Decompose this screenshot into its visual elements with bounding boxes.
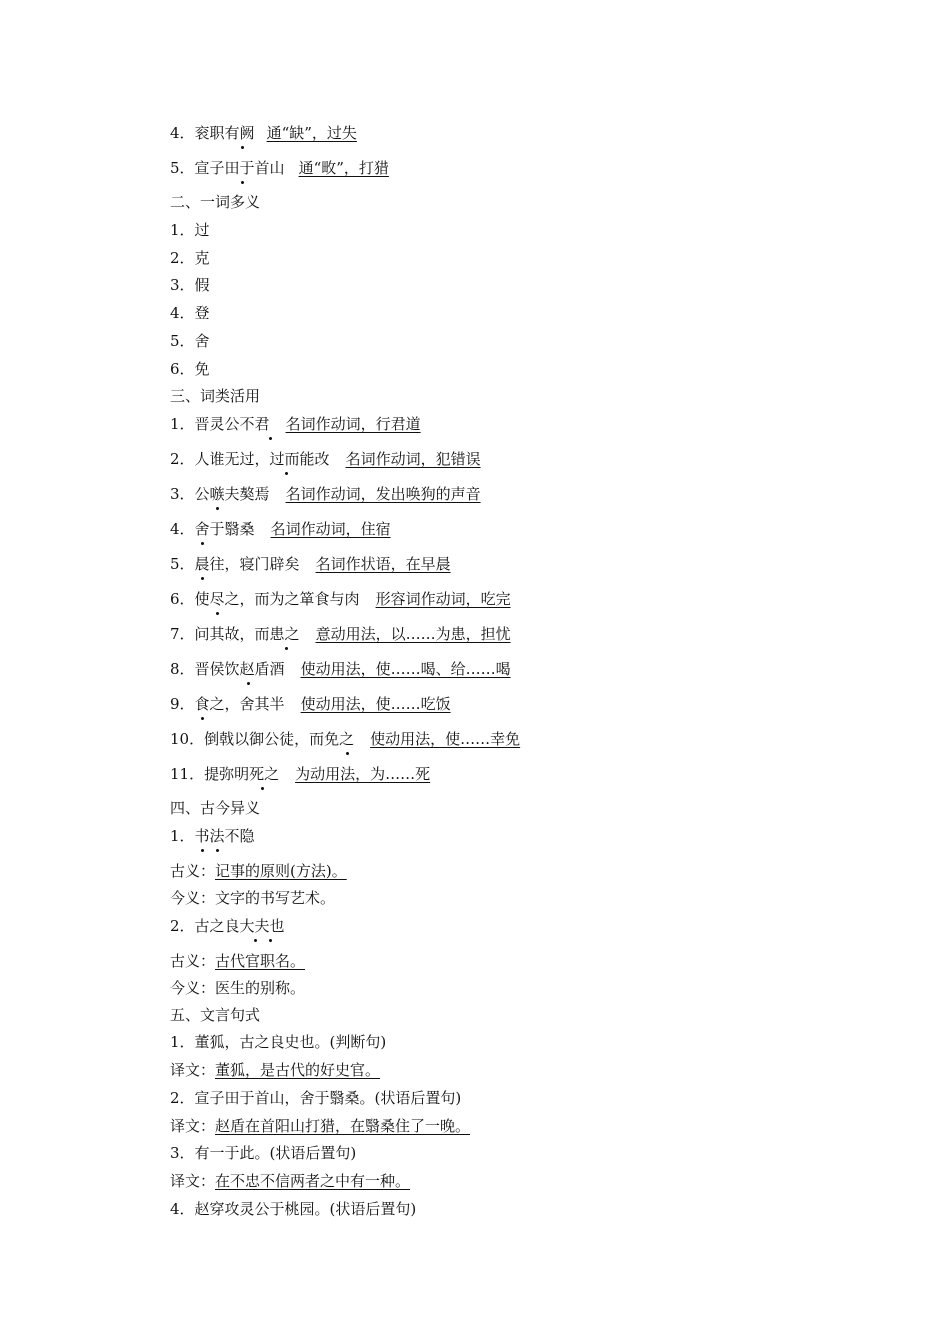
item-answer: 名词作动词，犯错误 bbox=[345, 450, 481, 468]
item-answer: 名词作动词，行君道 bbox=[285, 415, 421, 433]
sentence: 4．赵穿攻灵公于桃园。(状语后置句) bbox=[170, 1200, 417, 1218]
item-answer: 意动用法，以……为患，担忧 bbox=[315, 625, 511, 643]
item-answer: 名词作动词，住宿 bbox=[270, 520, 391, 538]
translation-text: 在不忠不信两者之中有一种。 bbox=[215, 1172, 411, 1190]
item-phrase: 食之，舍其半 bbox=[194, 695, 285, 713]
meaning-label: 古义： bbox=[170, 952, 216, 970]
list-item bbox=[170, 729, 520, 749]
item-title: 2．古之良大夫也 bbox=[170, 917, 285, 935]
list-item bbox=[170, 624, 511, 644]
list-item: 5．舍 bbox=[170, 332, 210, 350]
tongjia-item bbox=[170, 123, 357, 143]
emphasis-dot bbox=[285, 472, 288, 475]
item-answer: 使动用法，使……吃饭 bbox=[300, 695, 451, 713]
section-heading: 三、词类活用 bbox=[170, 387, 261, 405]
item-number: 9． bbox=[170, 695, 195, 713]
item-number: 5． bbox=[170, 555, 195, 573]
translation bbox=[170, 1116, 470, 1136]
list-item bbox=[170, 519, 391, 539]
item-phrase: 人谁无过，过而能改 bbox=[194, 450, 330, 468]
item-number: 2． bbox=[170, 450, 195, 468]
item-phrase: 宣子田于首山 bbox=[194, 159, 285, 177]
item-phrase: 晋侯饮赵盾酒 bbox=[194, 660, 285, 678]
meaning-label: 今义： bbox=[170, 979, 216, 997]
translation-label: 译文： bbox=[170, 1061, 216, 1079]
sentence: 2．宣子田于首山，舍于翳桑。(状语后置句) bbox=[170, 1089, 462, 1107]
item-phrase: 晋灵公不君 bbox=[194, 415, 270, 433]
item-phrase: 晨往，寝门辟矣 bbox=[194, 555, 300, 573]
translation bbox=[170, 1060, 380, 1080]
item-answer: 使动用法，使……幸免 bbox=[370, 730, 521, 748]
sentence: 1．董狐，古之良史也。(判断句) bbox=[170, 1033, 387, 1051]
meaning-text: 记事的原则(方法)。 bbox=[215, 862, 347, 880]
item-answer: 使动用法，使……喝、给……喝 bbox=[300, 660, 511, 678]
emphasis-dot bbox=[241, 146, 244, 149]
emphasis-dot bbox=[261, 787, 264, 790]
item-phrase: 提弥明死之 bbox=[204, 765, 280, 783]
translation bbox=[170, 1171, 410, 1191]
item-number: 4． bbox=[170, 520, 195, 538]
item-number: 3． bbox=[170, 485, 195, 503]
item-phrase: 公嗾夫獒焉 bbox=[194, 485, 270, 503]
emphasis-dot bbox=[216, 507, 219, 510]
list-item: 6．免 bbox=[170, 360, 210, 378]
emphasis-dot bbox=[216, 849, 219, 852]
emphasis-dot bbox=[201, 542, 204, 545]
list-item bbox=[170, 589, 511, 609]
emphasis-dot bbox=[201, 849, 204, 852]
section-heading: 四、古今异义 bbox=[170, 799, 261, 817]
list-item bbox=[170, 694, 451, 714]
modern-meaning bbox=[170, 888, 335, 908]
translation-text: 董狐，是古代的好史官。 bbox=[215, 1061, 381, 1079]
list-item: 4．登 bbox=[170, 304, 210, 322]
item-number: 1． bbox=[170, 415, 195, 433]
translation-label: 译文： bbox=[170, 1117, 216, 1135]
item-number: 10． bbox=[170, 730, 205, 748]
item-phrase: 衮职有阙 bbox=[194, 124, 255, 142]
item-number: 7． bbox=[170, 625, 195, 643]
list-item bbox=[170, 659, 511, 679]
ancient-meaning bbox=[170, 951, 305, 971]
section-heading: 二、一词多义 bbox=[170, 193, 261, 211]
meaning-text: 医生的别称。 bbox=[215, 979, 306, 997]
list-item bbox=[170, 554, 451, 574]
emphasis-dot bbox=[247, 682, 250, 685]
meaning-label: 今义： bbox=[170, 889, 216, 907]
item-phrase: 倒戟以御公徒，而免之 bbox=[204, 730, 355, 748]
item-number: 8． bbox=[170, 660, 195, 678]
item-answer: 通“畋”，打猎 bbox=[298, 159, 389, 177]
list-item bbox=[170, 449, 481, 469]
translation-text: 赵盾在首阳山打猎，在翳桑住了一晚。 bbox=[215, 1117, 471, 1135]
list-item bbox=[170, 916, 285, 936]
item-answer: 通“缺”，过失 bbox=[266, 124, 357, 142]
list-item bbox=[170, 414, 421, 434]
translation-label: 译文： bbox=[170, 1172, 216, 1190]
emphasis-dot bbox=[269, 939, 272, 942]
item-phrase: 问其故，而患之 bbox=[194, 625, 300, 643]
list-item bbox=[170, 484, 481, 504]
list-item bbox=[170, 826, 255, 846]
emphasis-dot bbox=[285, 647, 288, 650]
meaning-text: 文字的书写艺术。 bbox=[215, 889, 336, 907]
item-number: 6． bbox=[170, 590, 195, 608]
item-answer: 名词作状语，在早晨 bbox=[315, 555, 451, 573]
emphasis-dot bbox=[216, 612, 219, 615]
meaning-label: 古义： bbox=[170, 862, 216, 880]
emphasis-dot bbox=[241, 181, 244, 184]
item-number: 4． bbox=[170, 124, 195, 142]
list-item: 2．克 bbox=[170, 249, 210, 267]
item-phrase: 使尽之，而为之箪食与肉 bbox=[194, 590, 360, 608]
meaning-text: 古代官职名。 bbox=[215, 952, 306, 970]
item-answer: 形容词作动词，吃完 bbox=[375, 590, 511, 608]
item-number: 11． bbox=[170, 765, 205, 783]
emphasis-dot bbox=[201, 717, 204, 720]
ancient-meaning bbox=[170, 861, 347, 881]
list-item bbox=[170, 764, 430, 784]
item-number: 5． bbox=[170, 159, 195, 177]
section-heading: 五、文言句式 bbox=[170, 1006, 261, 1024]
item-answer: 名词作动词，发出唤狗的声音 bbox=[285, 485, 481, 503]
item-answer: 为动用法，为……死 bbox=[295, 765, 431, 783]
emphasis-dot bbox=[254, 939, 257, 942]
emphasis-dot bbox=[346, 752, 349, 755]
list-item: 3．假 bbox=[170, 276, 210, 294]
emphasis-dot bbox=[269, 437, 272, 440]
item-phrase: 舍于翳桑 bbox=[194, 520, 255, 538]
modern-meaning bbox=[170, 978, 305, 998]
sentence: 3．有一于此。(状语后置句) bbox=[170, 1144, 357, 1162]
list-item: 1．过 bbox=[170, 221, 210, 239]
item-title: 1．书法不隐 bbox=[170, 827, 255, 845]
tongjia-item bbox=[170, 158, 389, 178]
emphasis-dot bbox=[201, 577, 204, 580]
